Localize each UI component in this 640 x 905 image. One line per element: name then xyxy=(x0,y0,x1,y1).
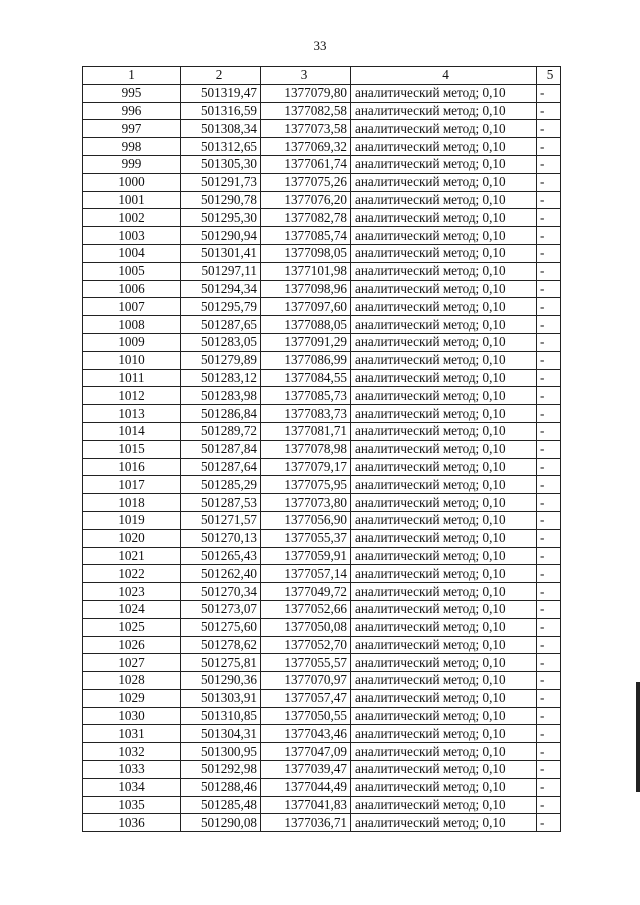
table-row xyxy=(83,138,561,156)
method-accuracy-cell: аналитический метод; 0,10 xyxy=(351,102,537,120)
note-cell: - xyxy=(537,618,561,636)
y-coordinate-cell: 1377101,98 xyxy=(261,262,351,280)
y-coordinate-cell: 1377052,66 xyxy=(261,600,351,618)
table-row xyxy=(83,761,561,779)
method-accuracy-cell: аналитический метод; 0,10 xyxy=(351,636,537,654)
y-coordinate-cell: 1377056,90 xyxy=(261,511,351,529)
table-row xyxy=(83,511,561,529)
table-row xyxy=(83,422,561,440)
method-accuracy-cell: аналитический метод; 0,10 xyxy=(351,173,537,191)
point-number-cell: 1019 xyxy=(83,511,181,529)
table-row xyxy=(83,155,561,173)
x-coordinate-cell: 501290,08 xyxy=(181,814,261,832)
y-coordinate-cell: 1377079,17 xyxy=(261,458,351,476)
x-coordinate-cell: 501270,34 xyxy=(181,583,261,601)
table-row xyxy=(83,369,561,387)
x-coordinate-cell: 501316,59 xyxy=(181,102,261,120)
point-number-cell: 1032 xyxy=(83,743,181,761)
method-accuracy-cell: аналитический метод; 0,10 xyxy=(351,458,537,476)
method-accuracy-cell: аналитический метод; 0,10 xyxy=(351,796,537,814)
x-coordinate-cell: 501273,07 xyxy=(181,600,261,618)
method-accuracy-cell: аналитический метод; 0,10 xyxy=(351,814,537,832)
y-coordinate-cell: 1377050,55 xyxy=(261,707,351,725)
note-cell: - xyxy=(537,280,561,298)
y-coordinate-cell: 1377041,83 xyxy=(261,796,351,814)
point-number-cell: 1024 xyxy=(83,600,181,618)
note-cell: - xyxy=(537,547,561,565)
table-row xyxy=(83,351,561,369)
table-row xyxy=(83,102,561,120)
method-accuracy-cell: аналитический метод; 0,10 xyxy=(351,618,537,636)
note-cell: - xyxy=(537,511,561,529)
scan-edge-mark xyxy=(636,682,640,792)
point-number-cell: 1027 xyxy=(83,654,181,672)
header-col-2: 2 xyxy=(181,67,261,85)
table-row xyxy=(83,458,561,476)
note-cell: - xyxy=(537,636,561,654)
method-accuracy-cell: аналитический метод; 0,10 xyxy=(351,191,537,209)
note-cell: - xyxy=(537,262,561,280)
y-coordinate-cell: 1377050,08 xyxy=(261,618,351,636)
table-body xyxy=(83,84,561,831)
x-coordinate-cell: 501290,36 xyxy=(181,672,261,690)
note-cell: - xyxy=(537,583,561,601)
y-coordinate-cell: 1377073,58 xyxy=(261,120,351,138)
method-accuracy-cell: аналитический метод; 0,10 xyxy=(351,209,537,227)
y-coordinate-cell: 1377059,91 xyxy=(261,547,351,565)
x-coordinate-cell: 501283,12 xyxy=(181,369,261,387)
point-number-cell: 1002 xyxy=(83,209,181,227)
note-cell: - xyxy=(537,316,561,334)
y-coordinate-cell: 1377055,37 xyxy=(261,529,351,547)
point-number-cell: 996 xyxy=(83,102,181,120)
x-coordinate-cell: 501301,41 xyxy=(181,244,261,262)
table-row xyxy=(83,494,561,512)
y-coordinate-cell: 1377098,96 xyxy=(261,280,351,298)
table-row xyxy=(83,725,561,743)
method-accuracy-cell: аналитический метод; 0,10 xyxy=(351,689,537,707)
method-accuracy-cell: аналитический метод; 0,10 xyxy=(351,672,537,690)
point-number-cell: 1015 xyxy=(83,440,181,458)
method-accuracy-cell: аналитический метод; 0,10 xyxy=(351,778,537,796)
note-cell: - xyxy=(537,654,561,672)
table-row xyxy=(83,529,561,547)
y-coordinate-cell: 1377075,95 xyxy=(261,476,351,494)
method-accuracy-cell: аналитический метод; 0,10 xyxy=(351,298,537,316)
table-row xyxy=(83,672,561,690)
method-accuracy-cell: аналитический метод; 0,10 xyxy=(351,707,537,725)
x-coordinate-cell: 501290,78 xyxy=(181,191,261,209)
y-coordinate-cell: 1377057,14 xyxy=(261,565,351,583)
table-row xyxy=(83,600,561,618)
table-row xyxy=(83,583,561,601)
method-accuracy-cell: аналитический метод; 0,10 xyxy=(351,743,537,761)
point-number-cell: 1010 xyxy=(83,351,181,369)
method-accuracy-cell: аналитический метод; 0,10 xyxy=(351,227,537,245)
table-row xyxy=(83,796,561,814)
x-coordinate-cell: 501275,60 xyxy=(181,618,261,636)
x-coordinate-cell: 501295,30 xyxy=(181,209,261,227)
y-coordinate-cell: 1377049,72 xyxy=(261,583,351,601)
note-cell: - xyxy=(537,796,561,814)
y-coordinate-cell: 1377052,70 xyxy=(261,636,351,654)
note-cell: - xyxy=(537,778,561,796)
method-accuracy-cell: аналитический метод; 0,10 xyxy=(351,351,537,369)
x-coordinate-cell: 501278,62 xyxy=(181,636,261,654)
x-coordinate-cell: 501312,65 xyxy=(181,138,261,156)
method-accuracy-cell: аналитический метод; 0,10 xyxy=(351,422,537,440)
table-row xyxy=(83,547,561,565)
note-cell: - xyxy=(537,191,561,209)
note-cell: - xyxy=(537,565,561,583)
point-number-cell: 1034 xyxy=(83,778,181,796)
method-accuracy-cell: аналитический метод; 0,10 xyxy=(351,155,537,173)
note-cell: - xyxy=(537,458,561,476)
x-coordinate-cell: 501287,65 xyxy=(181,316,261,334)
x-coordinate-cell: 501319,47 xyxy=(181,84,261,102)
point-number-cell: 999 xyxy=(83,155,181,173)
x-coordinate-cell: 501270,13 xyxy=(181,529,261,547)
note-cell: - xyxy=(537,138,561,156)
table-row xyxy=(83,316,561,334)
point-number-cell: 1013 xyxy=(83,405,181,423)
note-cell: - xyxy=(537,743,561,761)
note-cell: - xyxy=(537,689,561,707)
point-number-cell: 1033 xyxy=(83,761,181,779)
point-number-cell: 997 xyxy=(83,120,181,138)
coordinates-table xyxy=(82,66,561,832)
x-coordinate-cell: 501294,34 xyxy=(181,280,261,298)
point-number-cell: 1035 xyxy=(83,796,181,814)
x-coordinate-cell: 501308,34 xyxy=(181,120,261,138)
x-coordinate-cell: 501297,11 xyxy=(181,262,261,280)
method-accuracy-cell: аналитический метод; 0,10 xyxy=(351,120,537,138)
x-coordinate-cell: 501305,30 xyxy=(181,155,261,173)
x-coordinate-cell: 501287,64 xyxy=(181,458,261,476)
table-row xyxy=(83,298,561,316)
point-number-cell: 1009 xyxy=(83,333,181,351)
point-number-cell: 1006 xyxy=(83,280,181,298)
table-row xyxy=(83,405,561,423)
x-coordinate-cell: 501303,91 xyxy=(181,689,261,707)
table-row xyxy=(83,227,561,245)
x-coordinate-cell: 501292,98 xyxy=(181,761,261,779)
note-cell: - xyxy=(537,707,561,725)
table-row xyxy=(83,191,561,209)
point-number-cell: 1022 xyxy=(83,565,181,583)
x-coordinate-cell: 501288,46 xyxy=(181,778,261,796)
header-col-5: 5 xyxy=(537,67,561,85)
x-coordinate-cell: 501291,73 xyxy=(181,173,261,191)
method-accuracy-cell: аналитический метод; 0,10 xyxy=(351,511,537,529)
note-cell: - xyxy=(537,672,561,690)
note-cell: - xyxy=(537,351,561,369)
table-row xyxy=(83,743,561,761)
point-number-cell: 1028 xyxy=(83,672,181,690)
note-cell: - xyxy=(537,369,561,387)
table-row xyxy=(83,440,561,458)
y-coordinate-cell: 1377073,80 xyxy=(261,494,351,512)
method-accuracy-cell: аналитический метод; 0,10 xyxy=(351,529,537,547)
x-coordinate-cell: 501304,31 xyxy=(181,725,261,743)
y-coordinate-cell: 1377086,99 xyxy=(261,351,351,369)
y-coordinate-cell: 1377085,73 xyxy=(261,387,351,405)
point-number-cell: 1004 xyxy=(83,244,181,262)
note-cell: - xyxy=(537,155,561,173)
table-row xyxy=(83,209,561,227)
method-accuracy-cell: аналитический метод; 0,10 xyxy=(351,316,537,334)
method-accuracy-cell: аналитический метод; 0,10 xyxy=(351,138,537,156)
point-number-cell: 995 xyxy=(83,84,181,102)
method-accuracy-cell: аналитический метод; 0,10 xyxy=(351,262,537,280)
table-row xyxy=(83,244,561,262)
point-number-cell: 1012 xyxy=(83,387,181,405)
point-number-cell: 1014 xyxy=(83,422,181,440)
point-number-cell: 1003 xyxy=(83,227,181,245)
x-coordinate-cell: 501262,40 xyxy=(181,565,261,583)
note-cell: - xyxy=(537,422,561,440)
note-cell: - xyxy=(537,227,561,245)
y-coordinate-cell: 1377044,49 xyxy=(261,778,351,796)
y-coordinate-cell: 1377069,32 xyxy=(261,138,351,156)
point-number-cell: 1031 xyxy=(83,725,181,743)
y-coordinate-cell: 1377082,58 xyxy=(261,102,351,120)
y-coordinate-cell: 1377043,46 xyxy=(261,725,351,743)
note-cell: - xyxy=(537,209,561,227)
method-accuracy-cell: аналитический метод; 0,10 xyxy=(351,583,537,601)
table-row xyxy=(83,173,561,191)
table-row xyxy=(83,565,561,583)
method-accuracy-cell: аналитический метод; 0,10 xyxy=(351,565,537,583)
method-accuracy-cell: аналитический метод; 0,10 xyxy=(351,333,537,351)
note-cell: - xyxy=(537,244,561,262)
point-number-cell: 1007 xyxy=(83,298,181,316)
y-coordinate-cell: 1377085,74 xyxy=(261,227,351,245)
x-coordinate-cell: 501287,84 xyxy=(181,440,261,458)
note-cell: - xyxy=(537,725,561,743)
point-number-cell: 1005 xyxy=(83,262,181,280)
method-accuracy-cell: аналитический метод; 0,10 xyxy=(351,84,537,102)
table-row xyxy=(83,280,561,298)
x-coordinate-cell: 501289,72 xyxy=(181,422,261,440)
table-row xyxy=(83,636,561,654)
method-accuracy-cell: аналитический метод; 0,10 xyxy=(351,244,537,262)
point-number-cell: 1020 xyxy=(83,529,181,547)
note-cell: - xyxy=(537,494,561,512)
x-coordinate-cell: 501310,85 xyxy=(181,707,261,725)
y-coordinate-cell: 1377079,80 xyxy=(261,84,351,102)
method-accuracy-cell: аналитический метод; 0,10 xyxy=(351,725,537,743)
method-accuracy-cell: аналитический метод; 0,10 xyxy=(351,547,537,565)
note-cell: - xyxy=(537,333,561,351)
y-coordinate-cell: 1377061,74 xyxy=(261,155,351,173)
method-accuracy-cell: аналитический метод; 0,10 xyxy=(351,369,537,387)
note-cell: - xyxy=(537,814,561,832)
table-row xyxy=(83,262,561,280)
note-cell: - xyxy=(537,476,561,494)
header-col-4: 4 xyxy=(351,67,537,85)
x-coordinate-cell: 501285,29 xyxy=(181,476,261,494)
y-coordinate-cell: 1377084,55 xyxy=(261,369,351,387)
x-coordinate-cell: 501300,95 xyxy=(181,743,261,761)
point-number-cell: 1008 xyxy=(83,316,181,334)
x-coordinate-cell: 501295,79 xyxy=(181,298,261,316)
x-coordinate-cell: 501285,48 xyxy=(181,796,261,814)
y-coordinate-cell: 1377047,09 xyxy=(261,743,351,761)
x-coordinate-cell: 501283,05 xyxy=(181,333,261,351)
point-number-cell: 1017 xyxy=(83,476,181,494)
note-cell: - xyxy=(537,405,561,423)
point-number-cell: 1026 xyxy=(83,636,181,654)
note-cell: - xyxy=(537,440,561,458)
x-coordinate-cell: 501283,98 xyxy=(181,387,261,405)
table-row xyxy=(83,654,561,672)
note-cell: - xyxy=(537,173,561,191)
table-row xyxy=(83,689,561,707)
table-row xyxy=(83,476,561,494)
point-number-cell: 1021 xyxy=(83,547,181,565)
point-number-cell: 1029 xyxy=(83,689,181,707)
point-number-cell: 1001 xyxy=(83,191,181,209)
y-coordinate-cell: 1377055,57 xyxy=(261,654,351,672)
y-coordinate-cell: 1377097,60 xyxy=(261,298,351,316)
method-accuracy-cell: аналитический метод; 0,10 xyxy=(351,761,537,779)
x-coordinate-cell: 501286,84 xyxy=(181,405,261,423)
method-accuracy-cell: аналитический метод; 0,10 xyxy=(351,387,537,405)
x-coordinate-cell: 501275,81 xyxy=(181,654,261,672)
x-coordinate-cell: 501287,53 xyxy=(181,494,261,512)
note-cell: - xyxy=(537,120,561,138)
method-accuracy-cell: аналитический метод; 0,10 xyxy=(351,494,537,512)
table-row xyxy=(83,333,561,351)
note-cell: - xyxy=(537,387,561,405)
point-number-cell: 1000 xyxy=(83,173,181,191)
note-cell: - xyxy=(537,84,561,102)
y-coordinate-cell: 1377081,71 xyxy=(261,422,351,440)
table-row xyxy=(83,84,561,102)
method-accuracy-cell: аналитический метод; 0,10 xyxy=(351,476,537,494)
y-coordinate-cell: 1377070,97 xyxy=(261,672,351,690)
y-coordinate-cell: 1377098,05 xyxy=(261,244,351,262)
header-col-3: 3 xyxy=(261,67,351,85)
method-accuracy-cell: аналитический метод; 0,10 xyxy=(351,600,537,618)
y-coordinate-cell: 1377083,73 xyxy=(261,405,351,423)
y-coordinate-cell: 1377039,47 xyxy=(261,761,351,779)
x-coordinate-cell: 501271,57 xyxy=(181,511,261,529)
method-accuracy-cell: аналитический метод; 0,10 xyxy=(351,440,537,458)
point-number-cell: 1023 xyxy=(83,583,181,601)
y-coordinate-cell: 1377091,29 xyxy=(261,333,351,351)
note-cell: - xyxy=(537,529,561,547)
method-accuracy-cell: аналитический метод; 0,10 xyxy=(351,280,537,298)
y-coordinate-cell: 1377088,05 xyxy=(261,316,351,334)
table-row xyxy=(83,778,561,796)
x-coordinate-cell: 501290,94 xyxy=(181,227,261,245)
y-coordinate-cell: 1377057,47 xyxy=(261,689,351,707)
table-header-row xyxy=(83,67,561,85)
point-number-cell: 1036 xyxy=(83,814,181,832)
point-number-cell: 998 xyxy=(83,138,181,156)
y-coordinate-cell: 1377078,98 xyxy=(261,440,351,458)
note-cell: - xyxy=(537,298,561,316)
note-cell: - xyxy=(537,600,561,618)
table-row xyxy=(83,707,561,725)
point-number-cell: 1018 xyxy=(83,494,181,512)
y-coordinate-cell: 1377075,26 xyxy=(261,173,351,191)
page-number: 33 xyxy=(313,38,327,53)
y-coordinate-cell: 1377082,78 xyxy=(261,209,351,227)
table-row xyxy=(83,618,561,636)
table-row xyxy=(83,814,561,832)
point-number-cell: 1025 xyxy=(83,618,181,636)
point-number-cell: 1030 xyxy=(83,707,181,725)
point-number-cell: 1011 xyxy=(83,369,181,387)
note-cell: - xyxy=(537,761,561,779)
y-coordinate-cell: 1377036,71 xyxy=(261,814,351,832)
method-accuracy-cell: аналитический метод; 0,10 xyxy=(351,405,537,423)
method-accuracy-cell: аналитический метод; 0,10 xyxy=(351,654,537,672)
x-coordinate-cell: 501265,43 xyxy=(181,547,261,565)
point-number-cell: 1016 xyxy=(83,458,181,476)
table-row xyxy=(83,387,561,405)
x-coordinate-cell: 501279,89 xyxy=(181,351,261,369)
table-row xyxy=(83,120,561,138)
header-col-1: 1 xyxy=(83,67,181,85)
y-coordinate-cell: 1377076,20 xyxy=(261,191,351,209)
note-cell: - xyxy=(537,102,561,120)
